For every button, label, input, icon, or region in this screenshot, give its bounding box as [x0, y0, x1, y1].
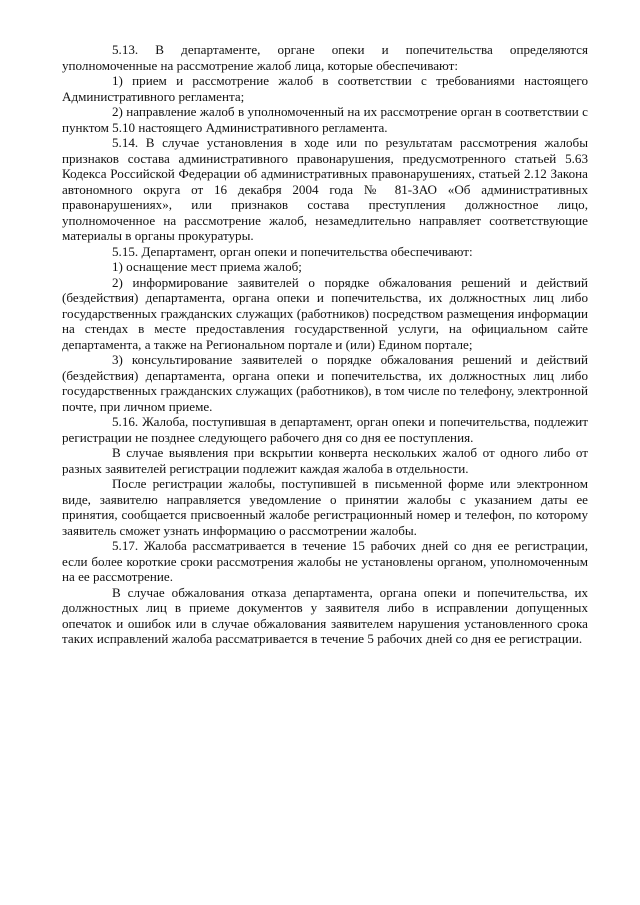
- paragraph-5-13-item-1: 1) прием и рассмотрение жалоб в соответствии с требованиями настоящего Административного регламента;: [62, 73, 588, 104]
- paragraph-5-14: 5.14. В случае установления в ходе или по результатам рассмотрения жалобы признаков состава административного правонарушения, предусмотренного статьей 5.63 Кодекса Российской Федерации об административных правонарушениях, статьей 2.12 Закона автономного округа от 16 декабря 2004 года № 81-ЗАО «Об административных правонарушениях», или признаков состава преступления должностное лицо, уполномоченное на рассмотрение жалоб, незамедлительно направляет соответствующие материалы в органы прокуратуры.: [62, 135, 588, 243]
- paragraph-5-16-notification: После регистрации жалобы, поступившей в письменной форме или электронном виде, заявителю направляется уведомление о принятии жалобы с указанием даты ее принятия, сообщается присвоенный жалобе регистрационный номер и телефон, по которому заявитель сможет узнать информацию о рассмотрении жалобы.: [62, 476, 588, 538]
- paragraph-5-17-refusal: В случае обжалования отказа департамента, органа опеки и попечительства, их должностных лиц в приеме документов у заявителя либо в исправлении допущенных опечаток и ошибок или в случае обжалования заявителем нарушения установленного срока таких исправлений жалоба рассматривается в течение 5 рабочих дней со дня ее регистрации.: [62, 584, 588, 646]
- paragraph-5-15-item-3: 3) консультирование заявителей о порядке обжалования решений и действий (бездействия) департамента, органа опеки и попечительства, их должностных лиц либо государственных гражданских служащих (работников), в том числе по телефону, электронной почте, при личном приеме.: [62, 352, 588, 414]
- paragraph-5-16-envelope: В случае выявления при вскрытии конверта нескольких жалоб от одного либо от разных заявителей регистрации подлежит каждая жалоба в отдельности.: [62, 445, 588, 476]
- paragraph-5-13: 5.13. В департаменте, органе опеки и попечительства определяются уполномоченные на рассмотрение жалоб лица, которые обеспечивают:: [62, 42, 588, 73]
- paragraph-5-17: 5.17. Жалоба рассматривается в течение 15 рабочих дней со дня ее регистрации, если более короткие сроки рассмотрения жалобы не установлены органом, уполномоченным на ее рассмотрение.: [62, 538, 588, 584]
- paragraph-5-15-item-2: 2) информирование заявителей о порядке обжалования решений и действий (бездействия) департамента, органа опеки и попечительства, их должностных лиц либо государственных гражданских служащих (работников) посредством размещения информации на стендах в месте предоставления государственной услуги, на официальном сайте департамента, а также на Региональном портале и (или) Едином портале;: [62, 274, 588, 352]
- paragraph-5-15: 5.15. Департамент, орган опеки и попечительства обеспечивают:: [112, 243, 473, 259]
- paragraph-5-15-item-1: 1) оснащение мест приема жалоб;: [112, 259, 302, 274]
- paragraph-5-13-item-2: 2) направление жалоб в уполномоченный на их рассмотрение орган в соответствии с пунктом 5.10 настоящего Административного регламента.: [62, 104, 588, 135]
- paragraph-5-16: 5.16. Жалоба, поступившая в департамент, орган опеки и попечительства, подлежит регистрации не позднее следующего рабочего дня со дня ее поступления.: [62, 414, 588, 445]
- document-page: [62, 42, 588, 647]
